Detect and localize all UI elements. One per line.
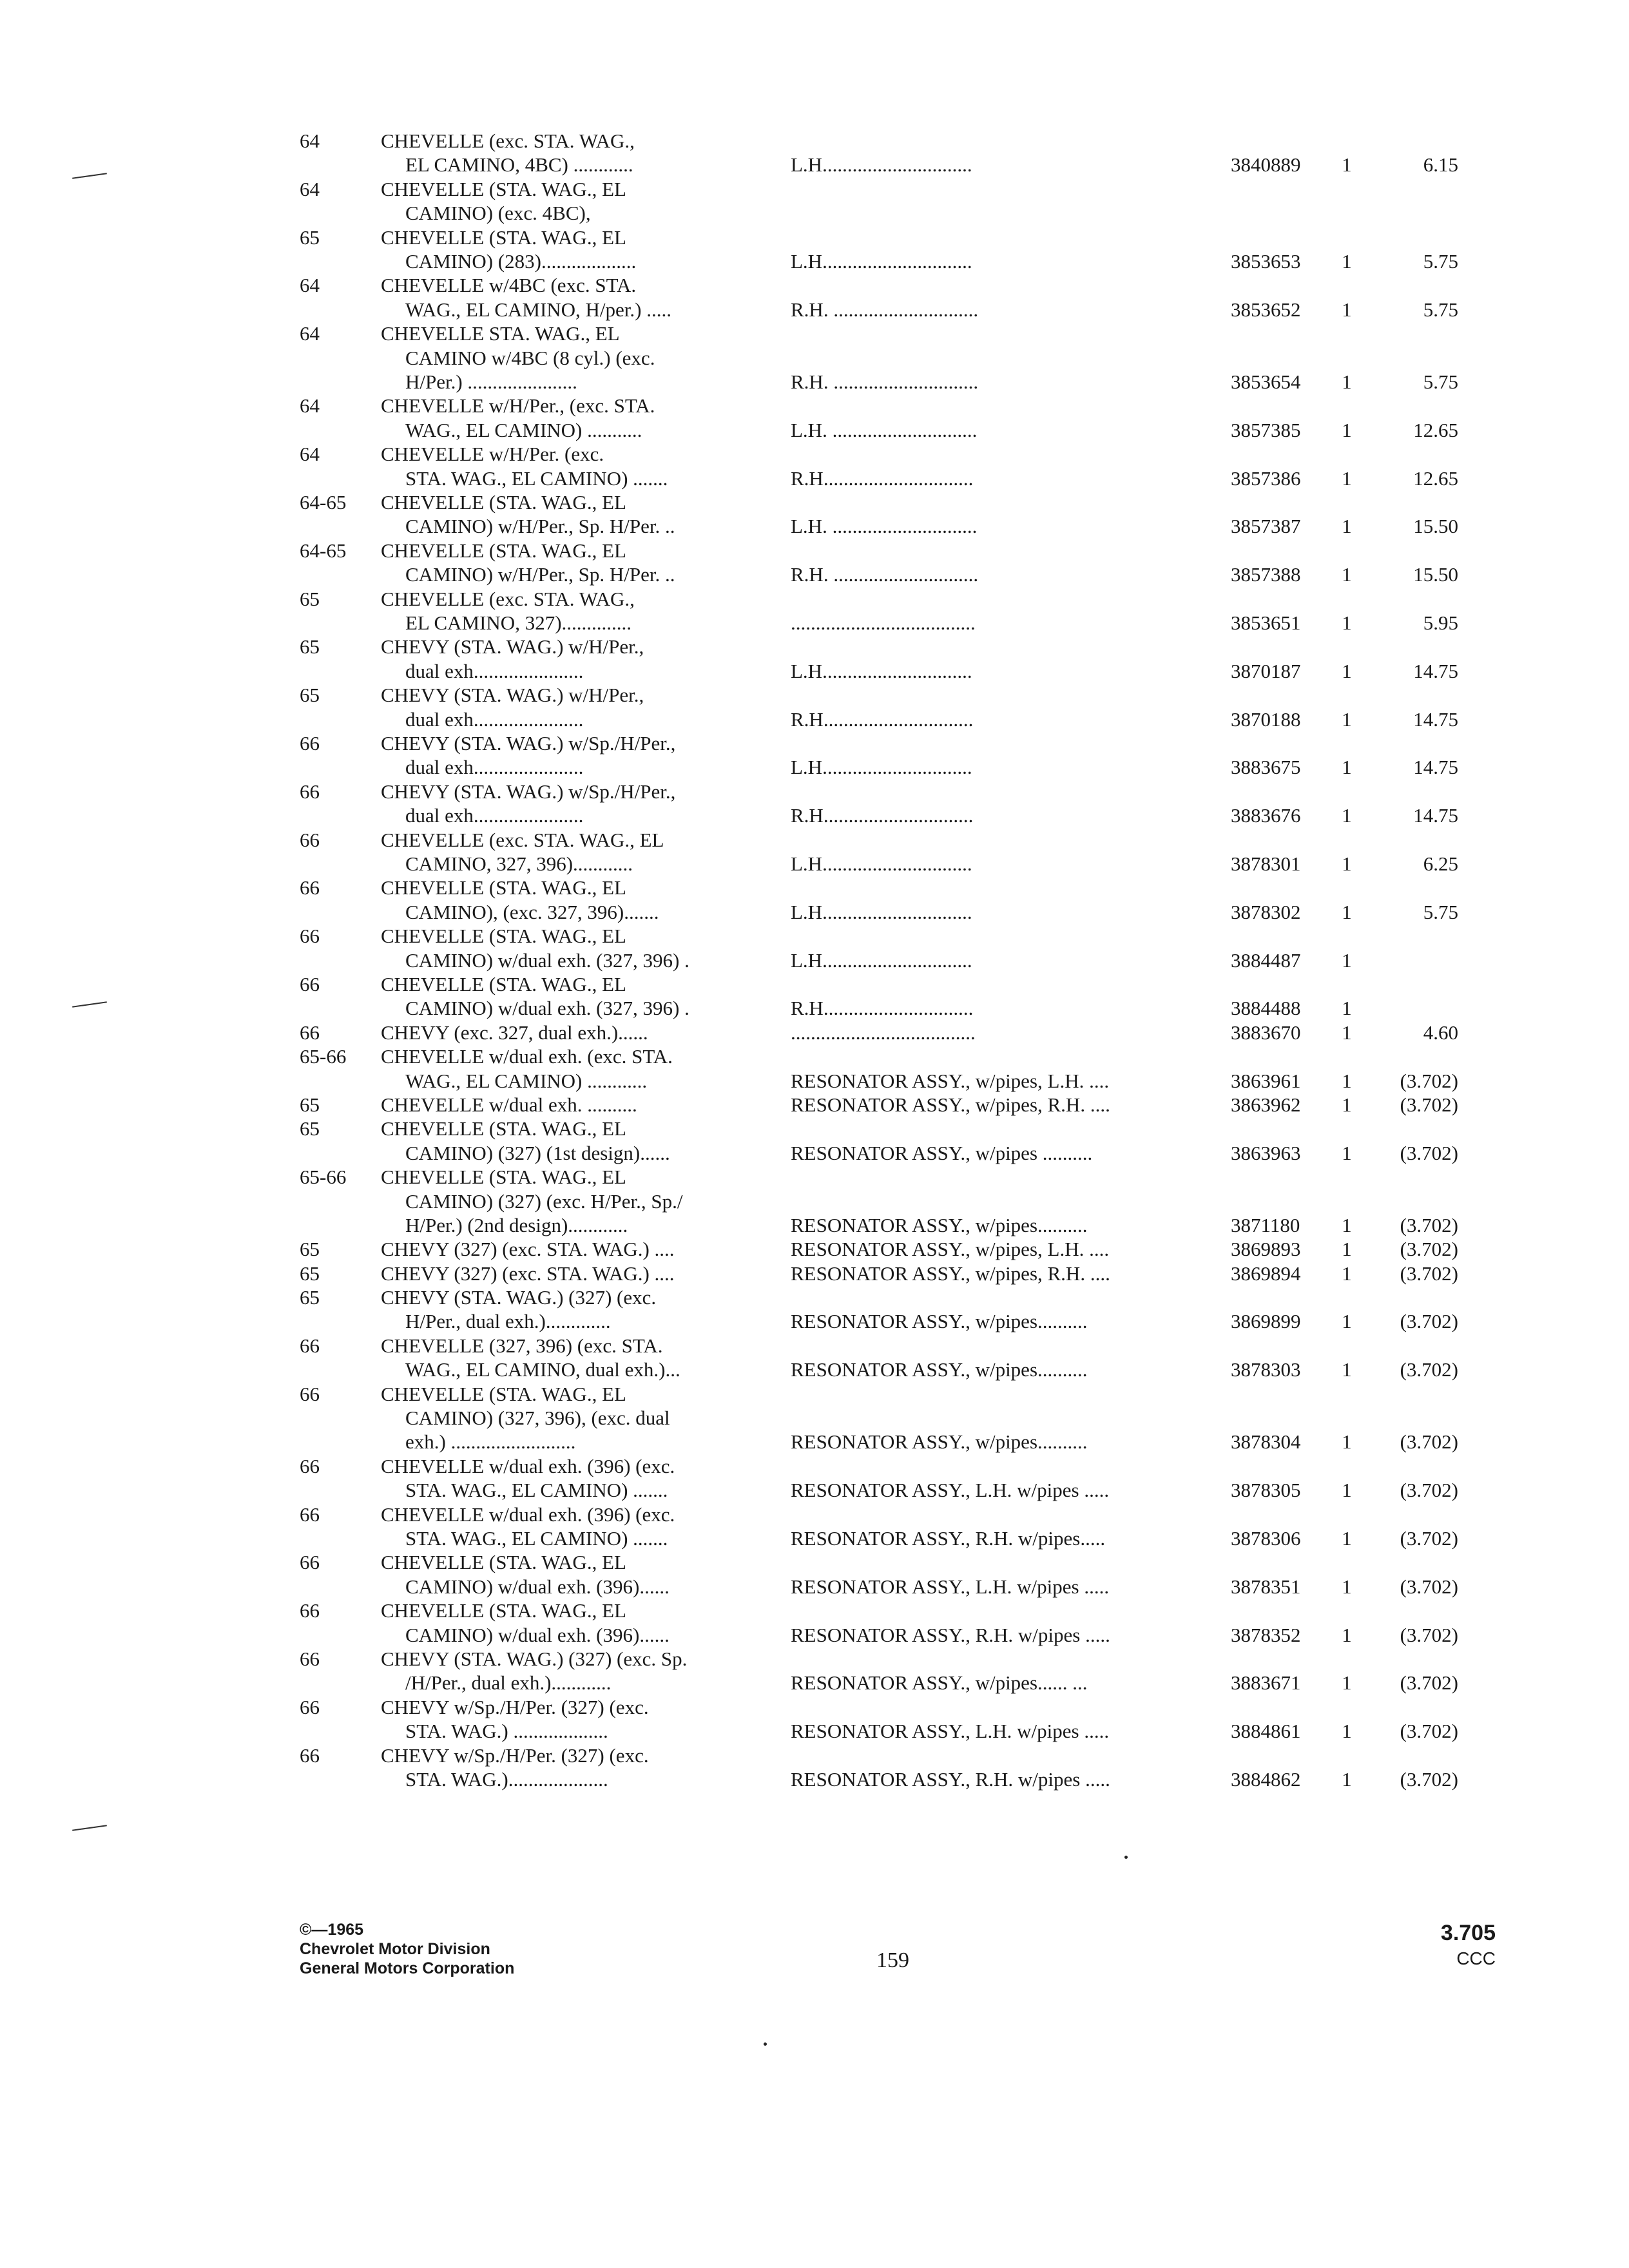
model-line: CAMINO) (327) (1st design)...... [405,1141,670,1164]
quantity-cell: 1 [1342,1093,1352,1116]
table-row [300,1044,1460,1093]
description-cell: RESONATOR ASSY., R.H. w/pipes..... [791,1527,1106,1550]
table-row [300,1165,1460,1237]
description-cell: RESONATOR ASSY., w/pipes, L.H. .... [791,1238,1110,1261]
model-line: CHEVY (STA. WAG.) (327) (exc. Sp. [381,1648,688,1671]
price-cell: (3.702) [1400,1623,1458,1646]
description-cell: L.H.............................. [791,153,972,177]
model-line: CHEVELLE (exc. STA. WAG., [381,130,635,152]
year-cell: 66 [300,1599,320,1622]
year-cell: 65 [300,1093,320,1116]
model-line: CHEVELLE (STA. WAG., EL [381,925,626,948]
model-line: CHEVELLE (STA. WAG., EL [381,876,626,899]
price-cell: 5.75 [1423,298,1458,321]
model-line: CHEVELLE (STA. WAG., EL [381,177,626,200]
description-cell: L.H.............................. [791,900,972,923]
part-number-cell: 3857387 [1231,515,1301,538]
part-number-cell: 3871180 [1231,1213,1300,1236]
model-line: CAMINO) (327) (exc. H/Per., Sp./ [405,1189,683,1213]
price-cell: 5.75 [1423,249,1458,273]
description-cell: R.H.............................. [791,707,974,731]
price-cell: (3.702) [1400,1720,1458,1743]
table-row [300,1647,1460,1695]
year-cell: 64 [300,130,320,152]
table-row [300,442,1460,490]
description-cell: RESONATOR ASSY., w/pipes.......... [791,1358,1088,1381]
description-cell: RESONATOR ASSY., L.H. w/pipes ..... [791,1479,1110,1502]
quantity-cell: 1 [1342,1479,1352,1502]
part-number-cell: 3878305 [1231,1479,1301,1502]
price-cell: (3.702) [1400,1069,1458,1092]
table-row [300,129,1460,177]
part-number-cell: 3863963 [1231,1141,1301,1164]
model-line: CHEVY (STA. WAG.) w/H/Per., [381,684,644,707]
part-number-cell: 3870188 [1231,707,1301,731]
description-cell: R.H. ............................. [791,370,979,393]
model-line: WAG., EL CAMINO) ............ [405,1069,648,1092]
model-line: CAMINO) (327, 396), (exc. dual [405,1407,670,1430]
quantity-cell: 1 [1342,1358,1352,1381]
quantity-cell: 1 [1342,515,1352,538]
model-line: CAMINO, 327, 396)............ [405,852,633,875]
price-cell: 14.75 [1413,804,1458,827]
price-cell: 6.25 [1423,852,1458,875]
model-line: CHEVY w/Sp./H/Per. (327) (exc. [381,1744,649,1767]
part-number-cell: 3878351 [1231,1575,1301,1598]
part-number-cell: 3878304 [1231,1430,1301,1454]
price-cell: (3.702) [1400,1310,1458,1333]
description-cell: L.H.............................. [791,852,972,875]
scan-artifact-dot [1124,1856,1128,1859]
table-row [300,226,1460,274]
price-cell: (3.702) [1400,1479,1458,1502]
model-line: exh.) ......................... [405,1430,576,1454]
year-cell: 66 [300,780,320,803]
quantity-cell: 1 [1342,1262,1352,1285]
table-row [300,731,1460,780]
description-cell: RESONATOR ASSY., R.H. w/pipes ..... [791,1768,1110,1791]
part-number-cell: 3869899 [1231,1310,1301,1333]
quantity-cell: 1 [1342,1527,1352,1550]
model-line: CHEVY (STA. WAG.) w/H/Per., [381,635,644,658]
quantity-cell: 1 [1342,466,1352,490]
model-line: H/Per., dual exh.)............. [405,1310,611,1333]
description-cell: RESONATOR ASSY., w/pipes.......... [791,1213,1088,1236]
model-line: CAMINO) (283)................... [405,250,637,273]
part-number-cell: 3878301 [1231,852,1301,875]
part-number-cell: 3870187 [1231,659,1301,682]
year-cell: 66 [300,1648,320,1671]
table-row [300,1021,1460,1044]
model-line: H/Per.) ...................... [405,370,577,393]
model-line: CAMINO) w/dual exh. (396)...... [405,1575,670,1598]
year-cell: 64 [300,274,320,297]
model-line: CAMINO) w/H/Per., Sp. H/Per. .. [405,515,675,538]
price-cell: (3.702) [1400,1430,1458,1454]
part-number-cell: 3869894 [1231,1262,1301,1285]
year-cell: 65-66 [300,1045,347,1068]
description-cell: R.H. ............................. [791,298,979,321]
description-cell: RESONATOR ASSY., w/pipes...... ... [791,1671,1088,1695]
part-number-cell: 3853653 [1231,249,1301,273]
model-line: CAMINO) w/dual exh. (327, 396) . [405,997,689,1020]
description-cell: RESONATOR ASSY., L.H. w/pipes ..... [791,1575,1110,1598]
part-number-cell: 3853652 [1231,298,1301,321]
table-row [300,1093,1460,1117]
model-line: CHEVELLE (STA. WAG., EL [381,1117,626,1140]
year-cell: 66 [300,1021,320,1044]
year-cell: 66 [300,1503,320,1526]
description-cell: R.H. ............................. [791,563,979,586]
part-number-cell: 3853651 [1231,611,1301,634]
quantity-cell: 1 [1342,900,1352,923]
year-cell: 66 [300,1551,320,1574]
price-cell: (3.702) [1400,1238,1458,1261]
model-line: STA. WAG.).................... [405,1768,608,1791]
table-row [300,780,1460,828]
model-line: STA. WAG.) ................... [405,1720,608,1743]
description-cell: L.H.............................. [791,948,972,972]
part-number-cell: 3857385 [1231,418,1301,441]
quantity-cell: 1 [1342,659,1352,682]
price-cell: (3.702) [1400,1213,1458,1236]
model-line: WAG., EL CAMINO) ........... [405,418,642,441]
description-cell: RESONATOR ASSY., w/pipes, L.H. .... [791,1069,1110,1092]
description-cell: L.H.............................. [791,756,972,779]
model-line: CHEVY (327) (exc. STA. WAG.) .... [381,1262,675,1285]
part-number-cell: 3878302 [1231,900,1301,923]
description-cell: RESONATOR ASSY., R.H. w/pipes ..... [791,1623,1110,1646]
table-row [300,828,1460,876]
part-number-cell: 3857386 [1231,466,1301,490]
publisher-block [300,1920,514,1978]
model-line: CHEVELLE (exc. STA. WAG., [381,587,635,610]
quantity-cell: 1 [1342,1213,1352,1236]
year-cell: 65-66 [300,1166,347,1189]
model-line: CHEVELLE (327, 396) (exc. STA. [381,1334,663,1357]
table-row [300,1695,1460,1744]
part-number-cell: 3878303 [1231,1358,1301,1381]
table-row [300,876,1460,924]
year-cell: 66 [300,1744,320,1767]
price-cell: 5.75 [1423,900,1458,923]
table-row [300,1503,1460,1551]
page-number: 159 [876,1948,909,1972]
quantity-cell: 1 [1342,756,1352,779]
description-cell: L.H.............................. [791,659,972,682]
model-cell [381,177,1057,226]
price-cell: (3.702) [1400,1358,1458,1381]
price-cell: (3.702) [1400,1527,1458,1550]
quantity-cell: 1 [1342,948,1352,972]
scan-artifact-mark [72,173,107,178]
year-cell: 66 [300,731,320,754]
section-code: CCC [1456,1948,1496,1968]
model-line: dual exh...................... [405,756,584,779]
quantity-cell: 1 [1342,370,1352,393]
price-cell: 14.75 [1413,756,1458,779]
price-cell: (3.702) [1400,1575,1458,1598]
table-row [300,1599,1460,1647]
quantity-cell: 1 [1342,1720,1352,1743]
quantity-cell: 1 [1342,1141,1352,1164]
description-cell: R.H.............................. [791,804,974,827]
description-cell: R.H.............................. [791,997,974,1020]
model-line: WAG., EL CAMINO, dual exh.)... [405,1358,680,1381]
price-cell: (3.702) [1400,1262,1458,1285]
model-line: dual exh...................... [405,659,584,682]
section-number: 3.705 [1440,1921,1496,1945]
quantity-cell: 1 [1342,563,1352,586]
year-cell: 66 [300,1454,320,1477]
price-cell: (3.702) [1400,1768,1458,1791]
year-cell: 64 [300,177,320,200]
model-line: EL CAMINO, 327).............. [405,611,632,634]
table-row [300,635,1460,683]
model-line: CAMINO w/4BC (8 cyl.) (exc. [405,346,655,369]
model-line: CHEVELLE STA. WAG., EL [381,322,620,345]
part-number-cell: 3853654 [1231,370,1301,393]
model-line: CHEVELLE (STA. WAG., EL [381,539,626,562]
description-cell: RESONATOR ASSY., w/pipes, R.H. .... [791,1093,1110,1116]
table-row [300,539,1460,587]
year-cell: 66 [300,828,320,851]
model-line: CHEVELLE w/dual exh. (exc. STA. [381,1045,673,1068]
description-cell: R.H.............................. [791,466,974,490]
model-line: STA. WAG., EL CAMINO) ....... [405,466,668,490]
price-cell: 12.65 [1413,466,1458,490]
model-line: CHEVELLE (exc. STA. WAG., EL [381,828,664,851]
table-row [300,177,1460,226]
part-number-cell: 3884861 [1231,1720,1301,1743]
quantity-cell: 1 [1342,1430,1352,1454]
model-line: CHEVY (STA. WAG.) (327) (exc. [381,1286,657,1309]
scan-artifact-mark [72,1825,107,1831]
quantity-cell: 1 [1342,249,1352,273]
table-row [300,1285,1460,1334]
section-block [1441,1920,1496,1972]
price-cell: 14.75 [1413,707,1458,731]
model-line: CHEVELLE (STA. WAG., EL [381,1551,626,1574]
table-row [300,273,1460,322]
description-cell: L.H. ............................. [791,418,978,441]
model-line: EL CAMINO, 4BC) ............ [405,153,633,177]
copyright-line: ©—1965 [300,1921,364,1939]
part-number-cell: 3884862 [1231,1768,1301,1791]
year-cell: 64-65 [300,539,347,562]
part-number-cell: 3883675 [1231,756,1301,779]
table-row [300,394,1460,442]
part-number-cell: 3869893 [1231,1238,1301,1261]
table-row [300,322,1460,394]
model-line: STA. WAG., EL CAMINO) ....... [405,1479,668,1502]
description-cell: RESONATOR ASSY., w/pipes.......... [791,1430,1088,1454]
quantity-cell: 1 [1342,153,1352,177]
price-cell: 12.65 [1413,418,1458,441]
year-cell: 65 [300,1238,320,1261]
corporation-line: General Motors Corporation [300,1959,515,1977]
part-number-cell: 3840889 [1231,153,1301,177]
model-line: CAMINO) w/dual exh. (396)...... [405,1623,670,1646]
model-line: CHEVELLE (STA. WAG., EL [381,1382,626,1405]
quantity-cell: 1 [1342,418,1352,441]
year-cell: 65 [300,1117,320,1140]
price-cell: 6.15 [1423,153,1458,177]
price-cell: 14.75 [1413,659,1458,682]
table-row [300,972,1460,1021]
description-cell: L.H.............................. [791,249,972,273]
year-cell: 66 [300,972,320,995]
model-line: CHEVELLE w/H/Per., (exc. STA. [381,394,655,418]
quantity-cell: 1 [1342,1623,1352,1646]
model-line: dual exh...................... [405,804,584,827]
model-line: /H/Per., dual exh.)............ [405,1671,612,1695]
part-number-cell: 3863962 [1231,1093,1301,1116]
price-cell: (3.702) [1400,1141,1458,1164]
table-row [300,1382,1460,1454]
table-row [300,490,1460,539]
part-number-cell: 3883670 [1231,1021,1301,1044]
parts-table [300,129,1460,1791]
quantity-cell: 1 [1342,1575,1352,1598]
scan-artifact-mark [72,1001,107,1007]
quantity-cell: 1 [1342,1768,1352,1791]
table-row [300,683,1460,731]
model-line: CHEVELLE w/dual exh. (396) (exc. [381,1454,675,1477]
year-cell: 66 [300,876,320,899]
model-line: CHEVY (STA. WAG.) w/Sp./H/Per., [381,780,676,803]
price-cell: (3.702) [1400,1093,1458,1116]
model-line: CAMINO) w/dual exh. (327, 396) . [405,948,689,972]
model-line: STA. WAG., EL CAMINO) ....... [405,1527,668,1550]
description-cell: RESONATOR ASSY., w/pipes, R.H. .... [791,1262,1110,1285]
price-cell: 15.50 [1413,515,1458,538]
part-number-cell: 3878352 [1231,1623,1301,1646]
description-cell: RESONATOR ASSY., L.H. w/pipes ..... [791,1720,1110,1743]
table-row [300,1454,1460,1503]
quantity-cell: 1 [1342,1671,1352,1695]
model-line: dual exh...................... [405,707,584,731]
price-cell: 5.75 [1423,370,1458,393]
part-number-cell: 3883676 [1231,804,1301,827]
quantity-cell: 1 [1342,1069,1352,1092]
price-cell: 15.50 [1413,563,1458,586]
year-cell: 66 [300,1334,320,1357]
table-row [300,587,1460,635]
model-line: CHEVY (STA. WAG.) w/Sp./H/Per., [381,731,676,754]
year-cell: 65 [300,684,320,707]
part-number-cell: 3857388 [1231,563,1301,586]
year-cell: 66 [300,1382,320,1405]
model-line: CHEVELLE (STA. WAG., EL [381,1166,626,1189]
model-line: WAG., EL CAMINO, H/per.) ..... [405,298,671,321]
part-number-cell: 3878306 [1231,1527,1301,1550]
quantity-cell: 1 [1342,611,1352,634]
part-number-cell: 3863961 [1231,1069,1301,1092]
year-cell: 66 [300,1695,320,1718]
year-cell: 64 [300,443,320,466]
table-row [300,924,1460,972]
year-cell: 65 [300,635,320,658]
model-line: CHEVELLE w/4BC (exc. STA. [381,274,637,297]
model-line: CHEVY (exc. 327, dual exh.)...... [381,1021,648,1044]
year-cell: 64-65 [300,490,347,514]
year-cell: 65 [300,1286,320,1309]
year-cell: 66 [300,925,320,948]
model-line: CHEVELLE w/H/Per. (exc. [381,443,604,466]
model-line: CHEVY w/Sp./H/Per. (327) (exc. [381,1695,649,1718]
model-line: CHEVELLE (STA. WAG., EL [381,226,626,249]
quantity-cell: 1 [1342,1310,1352,1333]
price-cell: (3.702) [1400,1671,1458,1695]
model-line: CHEVELLE (STA. WAG., EL [381,490,626,514]
quantity-cell: 1 [1342,1238,1352,1261]
table-row [300,1117,1460,1165]
quantity-cell: 1 [1342,298,1352,321]
price-cell: 5.95 [1423,611,1458,634]
table-row [300,1237,1460,1261]
description-cell: ..................................... [791,1021,976,1044]
quantity-cell: 1 [1342,997,1352,1020]
model-line: CHEVELLE (STA. WAG., EL [381,1599,626,1622]
model-line: CHEVELLE w/dual exh. .......... [381,1093,637,1116]
table-row [300,1744,1460,1792]
model-line: H/Per.) (2nd design)............ [405,1213,628,1236]
year-cell: 65 [300,226,320,249]
year-cell: 65 [300,587,320,610]
table-row [300,1334,1460,1382]
model-line: CAMINO), (exc. 327, 396)....... [405,900,659,923]
table-row [300,1262,1460,1285]
price-cell: 4.60 [1423,1021,1458,1044]
model-line: CAMINO) (exc. 4BC), [405,202,591,225]
description-cell: ..................................... [791,611,976,634]
model-line: CAMINO) w/H/Per., Sp. H/Per. .. [405,563,675,586]
model-line: CHEVELLE (STA. WAG., EL [381,972,626,995]
part-number-cell: 3883671 [1231,1671,1301,1695]
description-cell: L.H. ............................. [791,515,978,538]
quantity-cell: 1 [1342,1021,1352,1044]
year-cell: 64 [300,394,320,418]
description-cell: RESONATOR ASSY., w/pipes .......... [791,1141,1093,1164]
description-cell: RESONATOR ASSY., w/pipes.......... [791,1310,1088,1333]
year-cell: 64 [300,322,320,345]
quantity-cell: 1 [1342,804,1352,827]
part-number-cell: 3884487 [1231,948,1301,972]
scan-artifact-dot [764,2042,767,2046]
model-line: CHEVELLE w/dual exh. (396) (exc. [381,1503,675,1526]
part-number-cell: 3884488 [1231,997,1301,1020]
model-line: CHEVY (327) (exc. STA. WAG.) .... [381,1238,675,1261]
table-row [300,1550,1460,1599]
year-cell: 65 [300,1262,320,1285]
quantity-cell: 1 [1342,852,1352,875]
division-line: Chevrolet Motor Division [300,1940,490,1958]
quantity-cell: 1 [1342,707,1352,731]
